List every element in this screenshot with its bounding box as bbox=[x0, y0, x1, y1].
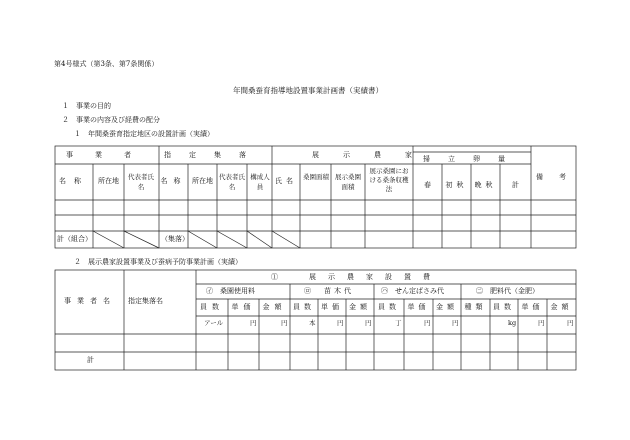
t2-unit-hon: 本 bbox=[309, 319, 316, 327]
t2-subgroup-pruning-shears: ㋩ せん定ばさみ代 bbox=[381, 287, 444, 295]
t2-unit-yen-3a: 円 bbox=[424, 319, 431, 327]
section-purpose: １ 事業の目的 bbox=[62, 102, 111, 110]
t2-total-label: 計 bbox=[87, 356, 94, 364]
section-designated-area-plan: １ 年間桑蚕育指定地区の設置計画（実績） bbox=[74, 130, 214, 138]
t2-subgroup-field-rent: ㋑ 桑園使用料 bbox=[206, 287, 255, 295]
section-content: ２ 事業の内容及び経費の配分 bbox=[62, 116, 160, 124]
t2-col-qty-1: 員数 bbox=[200, 303, 224, 311]
t1-egg-total: 計 bbox=[512, 181, 519, 189]
t2-col-amount-3: 金額 bbox=[436, 303, 458, 311]
t2-unit-yen-4b: 円 bbox=[567, 319, 574, 327]
t2-col-qty-2: 員数 bbox=[293, 303, 315, 311]
t2-subgroup-seedlings: ㋺ 苗木代 bbox=[304, 287, 354, 295]
t1-operator-name: 名称 bbox=[59, 177, 89, 185]
t1-operator-rep: 代表者氏名 bbox=[128, 173, 154, 191]
t1-header-remarks: 備考 bbox=[536, 173, 582, 181]
t2-unit-are: アール bbox=[204, 319, 224, 327]
t2-header-village-name: 指定集落名 bbox=[128, 297, 163, 305]
t1-farm-harvest-method: 展示桑園における桑条収穫法 bbox=[369, 167, 409, 193]
t2-unit-yen-1b: 円 bbox=[281, 319, 288, 327]
section-demo-farm-plan: ２ 展示農家設置事業及び蚕病予防事業計画（実績） bbox=[74, 258, 242, 266]
t2-unit-cho: 丁 bbox=[395, 319, 402, 327]
t1-egg-spring: 春 bbox=[424, 181, 431, 189]
t1-total-union-label: 計（組合） bbox=[57, 235, 92, 243]
t2-col-price-4: 単価 bbox=[521, 303, 544, 311]
t2-unit-yen-3b: 円 bbox=[452, 319, 459, 327]
t1-header-demo-farm: 展示農家 bbox=[312, 151, 436, 159]
t1-farm-owner: 氏名 bbox=[275, 177, 297, 185]
t2-col-qty-4: 員数 bbox=[493, 303, 515, 311]
t2-col-price-2: 単価 bbox=[321, 303, 343, 311]
t2-col-qty-3: 員数 bbox=[378, 303, 400, 311]
t2-unit-yen-1a: 円 bbox=[250, 319, 257, 327]
t1-header-designated-village: 指定集落 bbox=[164, 151, 264, 159]
t1-header-egg-quantity: 掃立卵量 bbox=[423, 155, 523, 163]
t1-farm-demo-area: 展示桑園面積 bbox=[335, 173, 361, 191]
t1-farm-mulberry-area: 桑園面積 bbox=[303, 173, 329, 181]
t2-col-amount-1: 金額 bbox=[262, 303, 287, 311]
t1-egg-early-autumn: 初秋 bbox=[445, 181, 468, 189]
t2-header-demo-farm-cost: ① 展示農家設置費 bbox=[271, 273, 442, 281]
form-number: 第4号様式（第3条、第7条関係） bbox=[54, 60, 159, 68]
t1-header-operator: 事業者 bbox=[66, 151, 153, 159]
t1-operator-address: 所在地 bbox=[98, 177, 119, 185]
document-title: 年間桑蚕育指導地設置事業計画書（実績書） bbox=[233, 86, 383, 95]
t1-egg-late-autumn: 晩秋 bbox=[474, 181, 497, 189]
t2-col-amount-4: 金額 bbox=[550, 303, 573, 311]
t1-village-label: （集落） bbox=[161, 235, 189, 243]
t2-col-price-1: 単価 bbox=[231, 303, 256, 311]
t1-village-address: 所在地 bbox=[192, 177, 213, 185]
t2-unit-yen-2b: 円 bbox=[365, 319, 372, 327]
t2-unit-yen-2a: 円 bbox=[337, 319, 344, 327]
t2-col-price-3: 単価 bbox=[407, 303, 430, 311]
t2-header-operator-name: 事業者名 bbox=[64, 297, 116, 305]
t1-village-name: 名称 bbox=[160, 177, 187, 185]
t2-subgroup-fertilizer: ㊁ 肥料代（金肥） bbox=[476, 287, 539, 295]
t1-village-members: 構成人員 bbox=[250, 173, 270, 191]
t2-unit-yen-4a: 円 bbox=[538, 319, 545, 327]
t2-col-type-4: 種類 bbox=[464, 303, 487, 311]
t2-col-amount-2: 金額 bbox=[349, 303, 371, 311]
t2-unit-kg: kg bbox=[508, 319, 517, 327]
t1-village-rep: 代表者氏名 bbox=[219, 173, 245, 191]
